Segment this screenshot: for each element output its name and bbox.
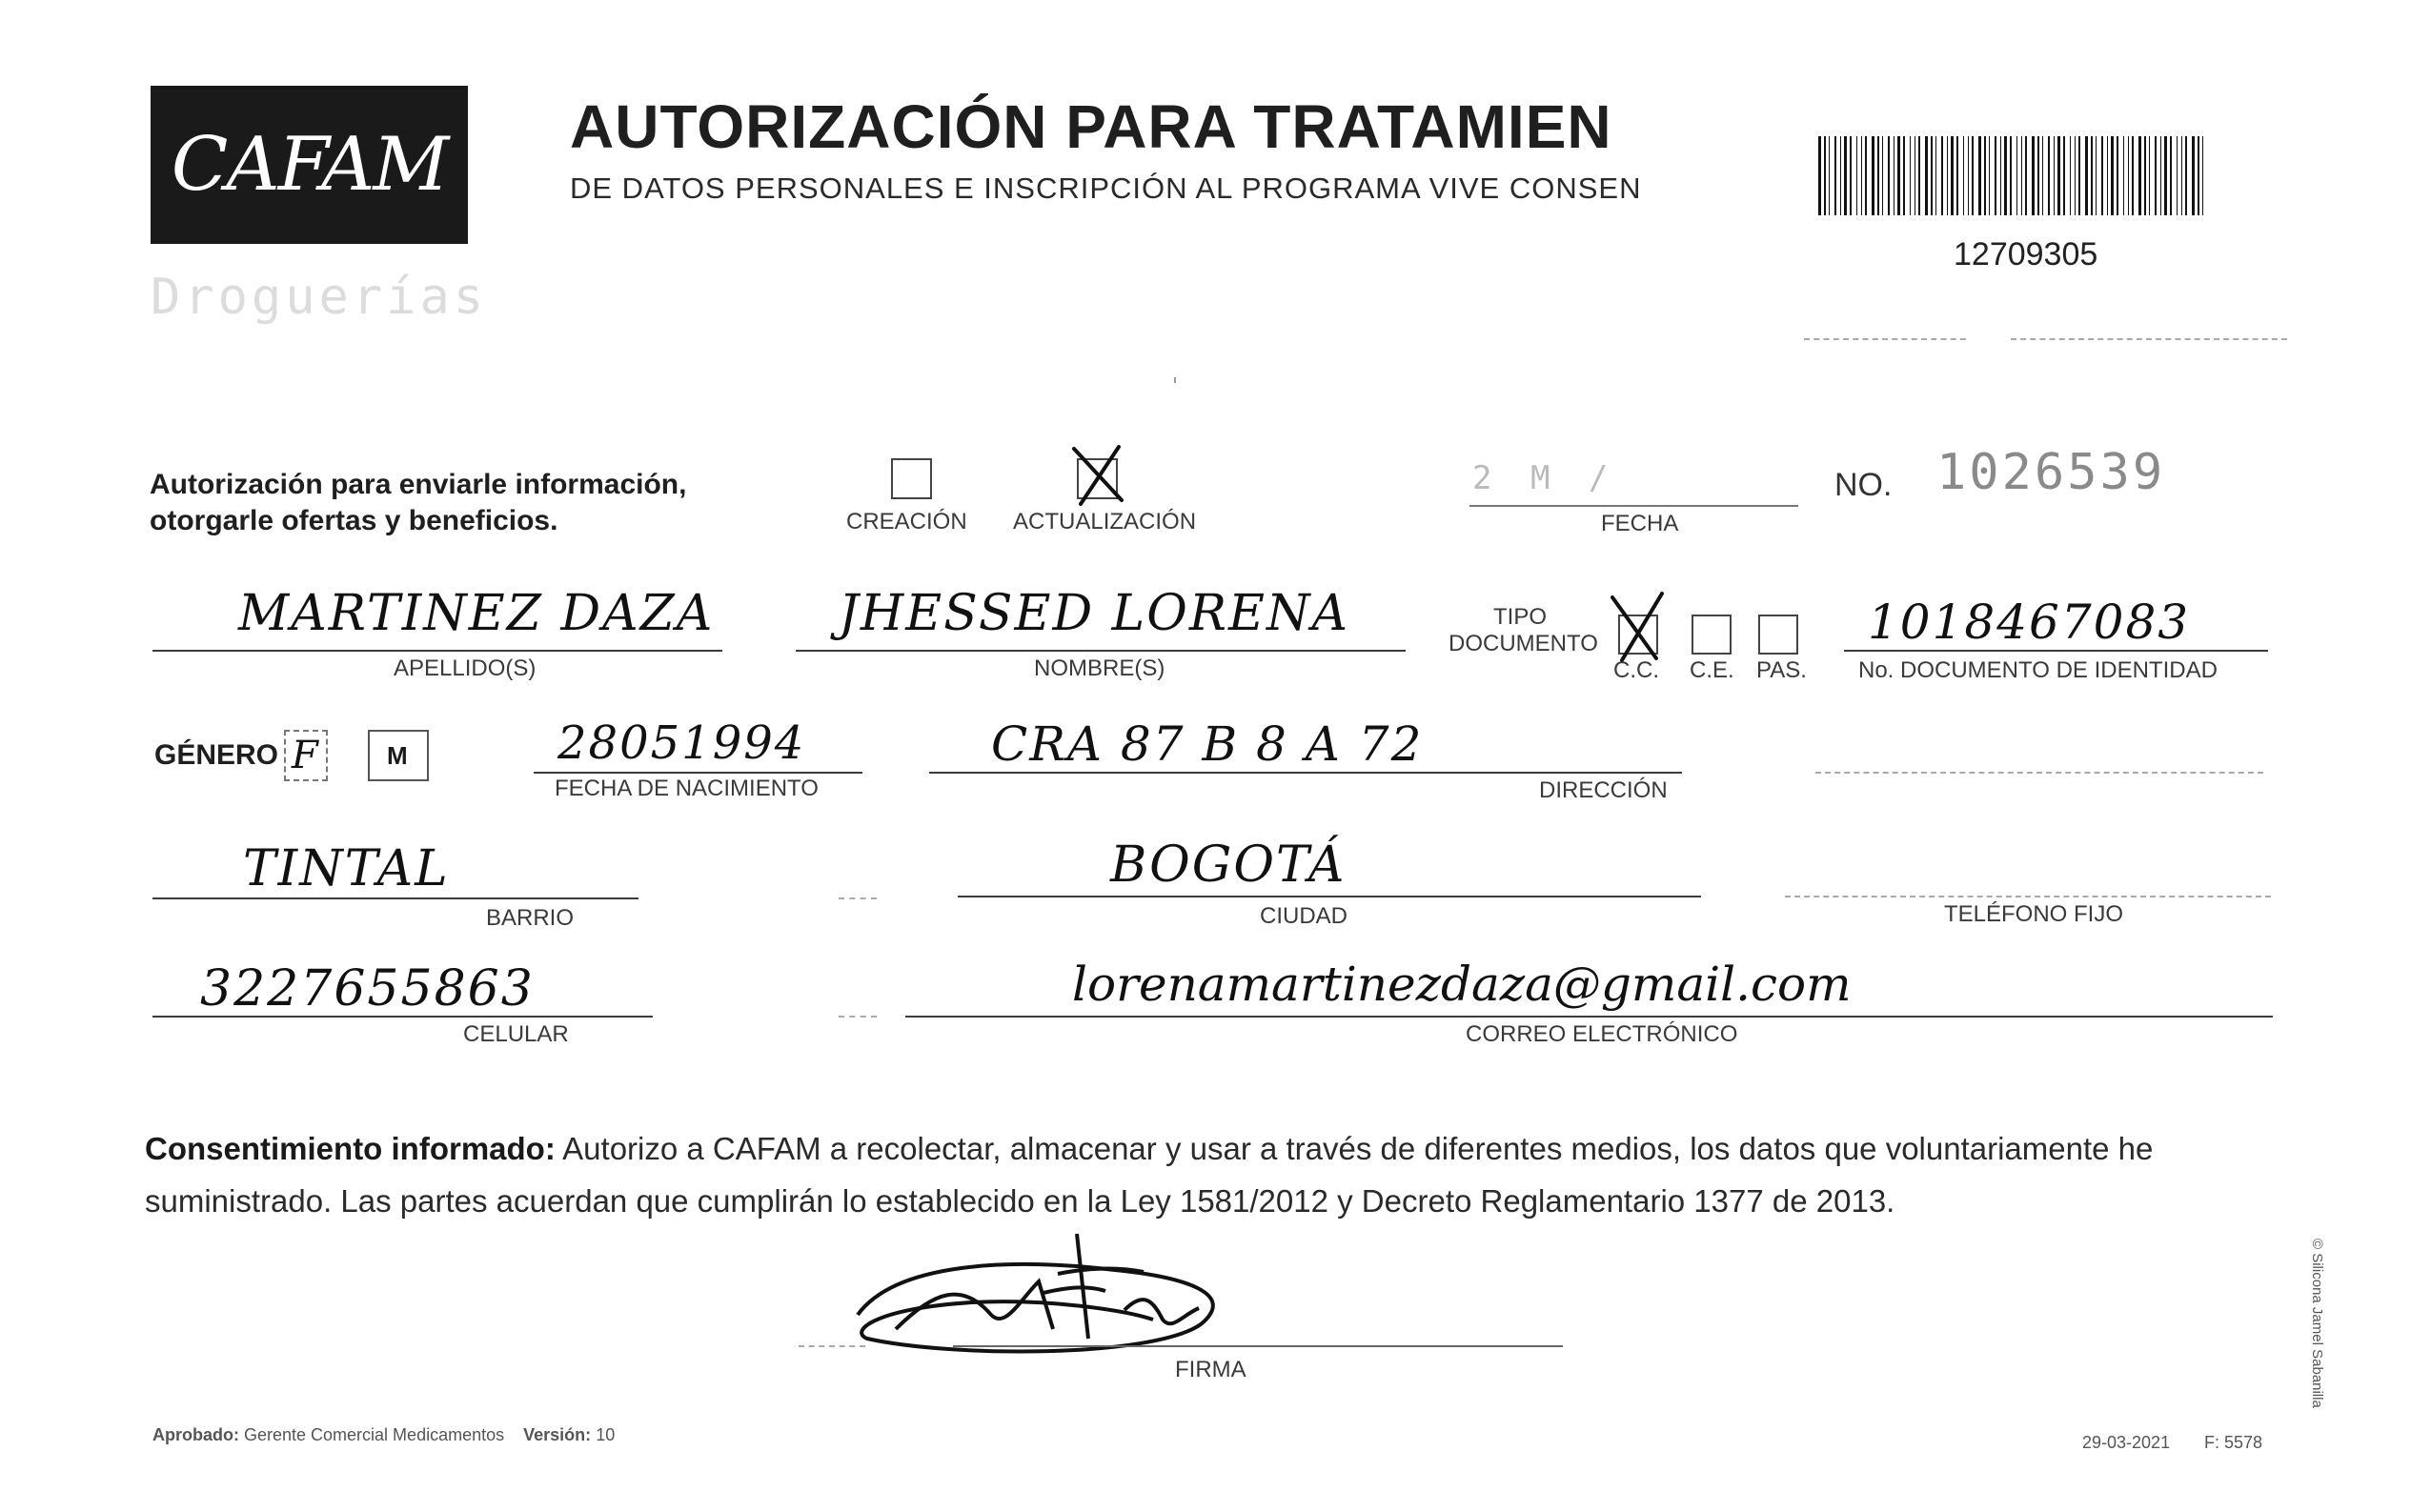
documento-label: No. DOCUMENTO DE IDENTIDAD bbox=[1858, 657, 2218, 683]
barrio-value: TINTAL bbox=[243, 840, 450, 897]
divider bbox=[839, 1016, 877, 1018]
barcode-bar bbox=[1872, 136, 1874, 215]
barcode-bar bbox=[1956, 136, 1958, 215]
barcode-bar bbox=[2177, 136, 2178, 215]
footer-code: F: 5578 bbox=[2204, 1433, 2263, 1452]
consent-text bbox=[145, 1122, 2279, 1227]
pas-label: PAS. bbox=[1756, 657, 1807, 683]
barcode-bar bbox=[2063, 136, 2065, 215]
telefono-label: TELÉFONO FIJO bbox=[1944, 901, 2124, 927]
ciudad-label: CIUDAD bbox=[1260, 903, 1348, 929]
barcode-bar bbox=[2057, 136, 2060, 215]
logo-text: CAFAM bbox=[171, 122, 448, 208]
barcode-bar bbox=[2155, 136, 2157, 215]
nombres-line bbox=[796, 650, 1406, 652]
barcode-bar bbox=[1897, 136, 1900, 215]
barcode-number: 12709305 bbox=[1954, 236, 2098, 272]
firma-line-left bbox=[799, 1345, 865, 1347]
barcode-bar bbox=[1910, 136, 1911, 215]
cafam-logo bbox=[151, 86, 468, 244]
barcode-bar bbox=[1984, 136, 1986, 215]
firma-line bbox=[953, 1345, 1563, 1347]
pas-checkbox[interactable] bbox=[1758, 615, 1798, 655]
direccion-line-ext bbox=[1815, 772, 2263, 774]
logo-subtext: Droguerías bbox=[151, 269, 488, 326]
barcode-bar bbox=[2025, 136, 2027, 215]
barcode-bar bbox=[1918, 136, 1920, 215]
documento-value: 1018467083 bbox=[1868, 595, 2191, 650]
consent-heading: Consentimiento informado: bbox=[145, 1131, 556, 1166]
celular-line bbox=[152, 1016, 653, 1018]
barcode-bar bbox=[2010, 136, 2012, 215]
barcode-bar bbox=[2085, 136, 2088, 215]
footer-approval bbox=[152, 1425, 615, 1445]
barcode-bar bbox=[2101, 136, 2103, 215]
divider bbox=[2011, 338, 2287, 340]
barcode-bar bbox=[1861, 136, 1862, 215]
celular-label: CELULAR bbox=[463, 1021, 569, 1047]
nacimiento-value: 28051994 bbox=[557, 716, 806, 770]
barcode-bar bbox=[2054, 136, 2055, 215]
apellidos-label: APELLIDO(S) bbox=[394, 655, 537, 681]
tipo-documento-label-2: DOCUMENTO bbox=[1449, 631, 1598, 656]
barcode-bar bbox=[1995, 136, 1996, 215]
barcode-bar bbox=[2192, 136, 2195, 215]
barcode-bar bbox=[2070, 136, 2071, 215]
barcode-bar bbox=[2111, 136, 2114, 215]
barcode-bar bbox=[2128, 136, 2129, 215]
barcode-bar bbox=[2032, 136, 2035, 215]
barcode-bar bbox=[1888, 136, 1890, 215]
footer-date: 29-03-2021 bbox=[2082, 1433, 2171, 1452]
cc-label: C.C. bbox=[1613, 657, 1659, 683]
celular-value: 3227655863 bbox=[200, 960, 535, 1018]
telefono-line bbox=[1785, 896, 2271, 897]
genero-label: GÉNERO bbox=[154, 739, 279, 771]
barcode-bar bbox=[2000, 136, 2001, 215]
checkmark-x-icon bbox=[1069, 441, 1126, 508]
barcode-bar bbox=[2123, 136, 2124, 215]
barcode-bar bbox=[2144, 136, 2146, 215]
barcode-bar bbox=[2107, 136, 2108, 215]
barcode-bar bbox=[1903, 136, 1905, 215]
form-title: AUTORIZACIÓN PARA TRATAMIEN bbox=[570, 92, 1612, 161]
barrio-line bbox=[152, 897, 638, 899]
direccion-label: DIRECCIÓN bbox=[1539, 777, 1668, 803]
version-label: Versión: bbox=[523, 1425, 592, 1444]
divider bbox=[839, 897, 877, 899]
direccion-value: CRA 87 B 8 A 72 bbox=[991, 716, 1424, 772]
fecha-label: FECHA bbox=[1601, 511, 1679, 536]
barcode-bar bbox=[1972, 136, 1974, 215]
apellidos-line bbox=[152, 650, 722, 652]
checkmark-x-icon bbox=[1609, 588, 1666, 664]
barcode-bar bbox=[2075, 136, 2076, 215]
cc-checkbox[interactable] bbox=[1618, 615, 1658, 655]
barcode-bar bbox=[2117, 136, 2118, 215]
barcode-bar bbox=[1931, 136, 1933, 215]
barcode-bar bbox=[1877, 136, 1879, 215]
ciudad-value: BOGOTÁ bbox=[1110, 837, 1347, 894]
correo-line bbox=[905, 1016, 2273, 1018]
ciudad-line bbox=[958, 896, 1701, 897]
authorization-text bbox=[150, 467, 686, 539]
barcode-bar bbox=[2037, 136, 2039, 215]
barcode-bar bbox=[1829, 136, 1830, 215]
barcode-bar bbox=[1978, 136, 1981, 215]
no-value: 1026539 bbox=[1936, 444, 2166, 501]
fecha-line bbox=[1469, 505, 1798, 507]
barcode-bar bbox=[2132, 136, 2134, 215]
barcode-bar bbox=[1951, 136, 1954, 215]
barcode-bar bbox=[2181, 136, 2182, 215]
version-value: 10 bbox=[596, 1425, 616, 1444]
divider bbox=[1804, 338, 1966, 340]
barcode-bar bbox=[1925, 136, 1928, 215]
barcode-bar bbox=[1834, 136, 1836, 215]
barcode-bar bbox=[1840, 136, 1841, 215]
actualizacion-label: ACTUALIZACIÓN bbox=[1013, 509, 1197, 534]
tipo-documento-label-1: TIPO bbox=[1493, 604, 1548, 630]
barcode-bar bbox=[2160, 136, 2161, 215]
barcode-bar bbox=[2198, 136, 2199, 215]
barcode-bar bbox=[2021, 136, 2022, 215]
barcode-bar bbox=[2202, 136, 2203, 215]
ce-label: C.E. bbox=[1690, 657, 1734, 683]
barcode-bar bbox=[1850, 136, 1852, 215]
barcode-bar bbox=[1865, 136, 1867, 215]
aprobado-value: Gerente Comercial Medicamentos bbox=[244, 1425, 505, 1444]
genero-f-mark: F bbox=[292, 734, 320, 777]
barcode-bar bbox=[2185, 136, 2187, 215]
nombres-value: JHESSED LORENA bbox=[839, 585, 1349, 642]
authorization-line-1: Autorización para enviarle información, bbox=[150, 469, 687, 500]
barcode-bar bbox=[1947, 136, 1948, 215]
barcode-bar bbox=[2138, 136, 2141, 215]
direccion-line bbox=[929, 772, 1682, 774]
apellidos-value: MARTINEZ DAZA bbox=[238, 585, 715, 642]
creacion-label: CREACIÓN bbox=[846, 509, 967, 534]
barcode-bar bbox=[2042, 136, 2043, 215]
fecha-value: 2 M / bbox=[1472, 459, 1618, 497]
barcode-bar bbox=[1856, 136, 1857, 215]
barcode bbox=[1818, 136, 2207, 215]
genero-m-box[interactable] bbox=[368, 730, 429, 781]
barcode-bar bbox=[1818, 136, 1821, 215]
genero-m-label: M bbox=[387, 741, 408, 770]
barcode-bar bbox=[1941, 136, 1943, 215]
ce-checkbox[interactable] bbox=[1692, 615, 1732, 655]
barcode-bar bbox=[2091, 136, 2093, 215]
consent-body: Autorizo a CAFAM a recolectar, almacenar y usar a través de diferentes medios, los datos que voluntariamente he suministrado. Las partes acuerdan que cumplirán lo establecido en la Ley 1581/2012 y Decreto Reglamentario 1377 de 2013. bbox=[145, 1131, 2154, 1219]
vertical-printer-text: © Silicona Jamel Sabanilla bbox=[2309, 1239, 2325, 1408]
barcode-bar bbox=[2096, 136, 2097, 215]
barcode-bar bbox=[1824, 136, 1826, 215]
actualizacion-checkbox[interactable] bbox=[1077, 458, 1118, 499]
correo-label: CORREO ELECTRÓNICO bbox=[1466, 1021, 1738, 1047]
barcode-bar bbox=[2149, 136, 2150, 215]
barcode-bar bbox=[1968, 136, 1969, 215]
genero-f-box[interactable] bbox=[284, 730, 328, 781]
speck bbox=[1174, 377, 1176, 383]
barcode-bar bbox=[2004, 136, 2007, 215]
nacimiento-label: FECHA DE NACIMIENTO bbox=[555, 776, 819, 801]
nacimiento-line bbox=[534, 772, 862, 774]
barcode-bar bbox=[2048, 136, 2050, 215]
documento-line bbox=[1844, 650, 2268, 652]
aprobado-label: Aprobado: bbox=[152, 1425, 239, 1444]
barcode-bar bbox=[2078, 136, 2080, 215]
firma-label: FIRMA bbox=[1175, 1357, 1246, 1382]
barcode-bar bbox=[1882, 136, 1883, 215]
creacion-checkbox[interactable] bbox=[891, 458, 932, 499]
no-label: NO. bbox=[1834, 467, 1893, 503]
barcode-bar bbox=[1935, 136, 1936, 215]
barcode-bar bbox=[1963, 136, 1964, 215]
barcode-bar bbox=[1844, 136, 1847, 215]
barcode-bar bbox=[2016, 136, 2017, 215]
barcode-bar bbox=[2164, 136, 2167, 215]
nombres-label: NOMBRE(S) bbox=[1034, 655, 1165, 681]
barrio-label: BARRIO bbox=[486, 905, 575, 931]
form-subtitle: DE DATOS PERSONALES E INSCRIPCIÓN AL PROGRAMA VIVE CONSEN bbox=[570, 171, 1642, 205]
barcode-bar bbox=[1989, 136, 1990, 215]
barcode-bar bbox=[2170, 136, 2172, 215]
authorization-line-2: otorgarle ofertas y beneficios. bbox=[150, 505, 558, 536]
correo-value: lorenamartinezdaza@gmail.com bbox=[1072, 957, 1852, 1012]
